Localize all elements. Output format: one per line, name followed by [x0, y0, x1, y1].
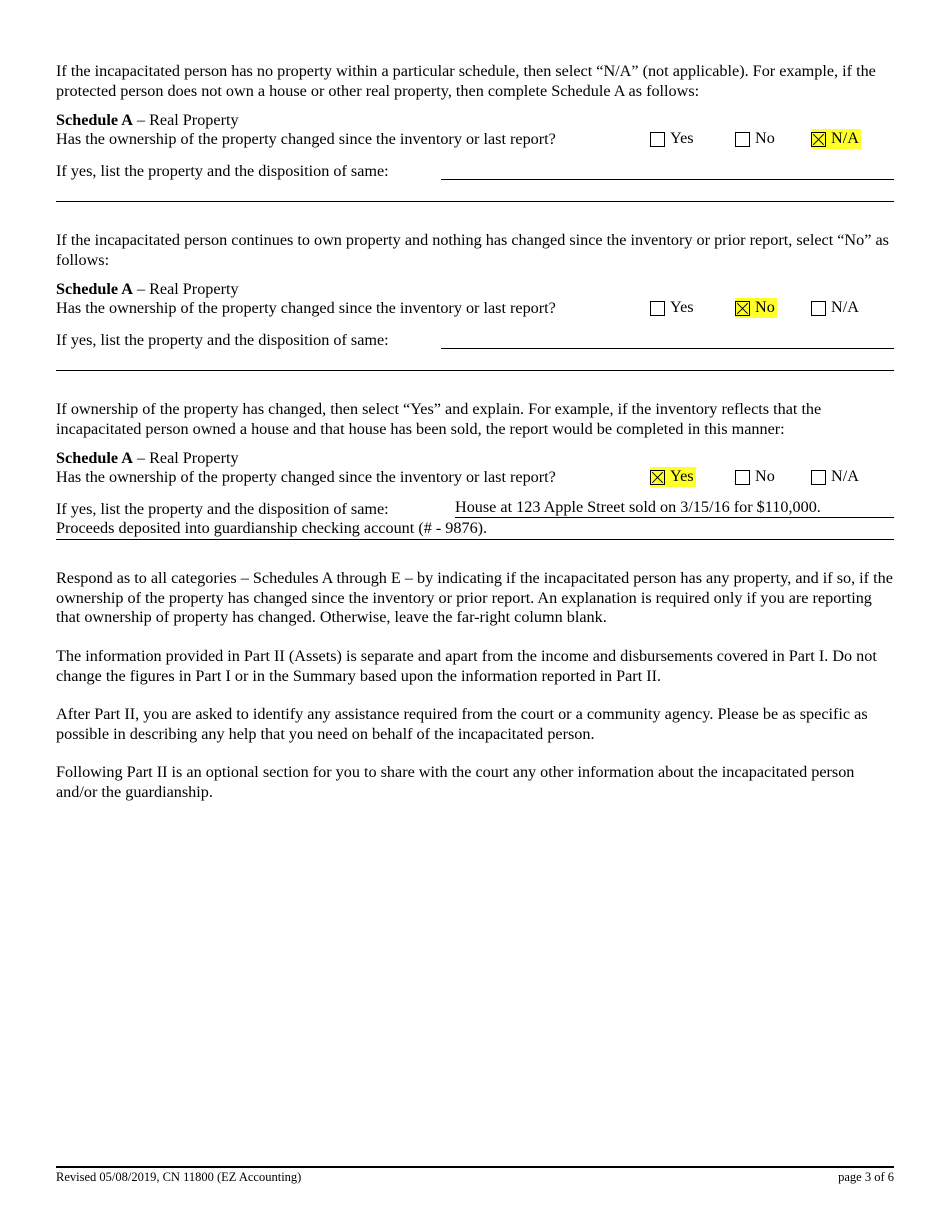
respond-paragraph: Respond as to all categories – Schedules A through E – by indicating if the incapacitated person has any property, and if so, if the ownership of the property has changed since the inventory or prior report. An explanation is required only if you are reporting that ownership of property has changed. Otherwise, leave the far-right column blank. [56, 569, 893, 626]
answer-line-1[interactable] [441, 179, 894, 180]
schedule-a-title-1: Schedule A – Real Property [56, 111, 239, 129]
yes-option-1[interactable]: Yes [650, 129, 694, 149]
intro-no-paragraph: If the incapacitated person continues to own property and nothing has changed since the inventory or prior report, select “No” as follows: [56, 231, 889, 269]
no-option-2[interactable]: No [735, 298, 777, 318]
answer-text-line1: House at 123 Apple Street sold on 3/15/16 for $110,000. [455, 498, 821, 516]
yes-checkbox-1[interactable] [650, 132, 665, 147]
list-prompt-1: If yes, list the property and the disposition of same: [56, 162, 389, 180]
intro-na-paragraph: If the incapacitated person has no property within a particular schedule, then select “N/A” (not applicable). For example, if the protected person does not own a house or other real property, then complete Schedule A as follows: [56, 62, 876, 100]
no-checkbox-2-checked[interactable] [735, 301, 750, 316]
na-checkbox-3[interactable] [811, 470, 826, 485]
ownership-question-1: Has the ownership of the property changed since the inventory or last report? [56, 130, 556, 148]
answer-line-2b[interactable] [56, 370, 894, 371]
after-part-ii-paragraph: After Part II, you are asked to identify any assistance required from the court or a community agency. Please be as specific as possible in describing any help that you need on behalf of the incapacitated person. [56, 705, 868, 743]
no-checkbox-3[interactable] [735, 470, 750, 485]
no-option-1[interactable]: No [735, 129, 775, 149]
answer-line-3b[interactable] [56, 539, 894, 540]
list-prompt-2: If yes, list the property and the disposition of same: [56, 331, 389, 349]
ownership-question-3: Has the ownership of the property changed since the inventory or last report? [56, 468, 556, 486]
yes-option-3[interactable]: Yes [650, 467, 696, 487]
answer-line-3[interactable] [455, 517, 894, 518]
footer-revised: Revised 05/08/2019, CN 11800 (EZ Accounting) [56, 1170, 302, 1184]
schedule-a-title-2: Schedule A – Real Property [56, 280, 239, 298]
yes-option-2[interactable]: Yes [650, 298, 694, 318]
na-checkbox-1-checked[interactable] [811, 132, 826, 147]
info-paragraph: The information provided in Part II (Assets) is separate and apart from the income and disbursements covered in Part I. Do not change the figures in Part I or in the Summary based upon the information reported in Part II. [56, 647, 877, 685]
yes-checkbox-2[interactable] [650, 301, 665, 316]
no-checkbox-1[interactable] [735, 132, 750, 147]
intro-yes-paragraph: If ownership of the property has changed, then select “Yes” and explain. For example, if the inventory reflects that the incapacitated person owned a house and that house has been sold, the report would be completed in this manner: [56, 400, 822, 438]
na-option-3[interactable]: N/A [811, 467, 859, 487]
schedule-a-title-3: Schedule A – Real Property [56, 449, 239, 467]
na-checkbox-2[interactable] [811, 301, 826, 316]
ownership-question-2: Has the ownership of the property changed since the inventory or last report? [56, 299, 556, 317]
footer-divider [56, 1166, 894, 1168]
list-prompt-3: If yes, list the property and the disposition of same: [56, 500, 389, 518]
answer-line-2[interactable] [441, 348, 894, 349]
na-option-1[interactable]: N/A [811, 129, 861, 149]
footer-page-number: page 3 of 6 [838, 1170, 894, 1184]
following-part-ii-paragraph: Following Part II is an optional section for you to share with the court any other information about the incapacitated person and/or the guardianship. [56, 763, 855, 801]
answer-text-line2: Proceeds deposited into guardianship checking account (# - 9876). [56, 519, 488, 537]
na-option-2[interactable]: N/A [811, 298, 859, 318]
no-option-3[interactable]: No [735, 467, 775, 487]
answer-line-1b[interactable] [56, 201, 894, 202]
yes-checkbox-3-checked[interactable] [650, 470, 665, 485]
